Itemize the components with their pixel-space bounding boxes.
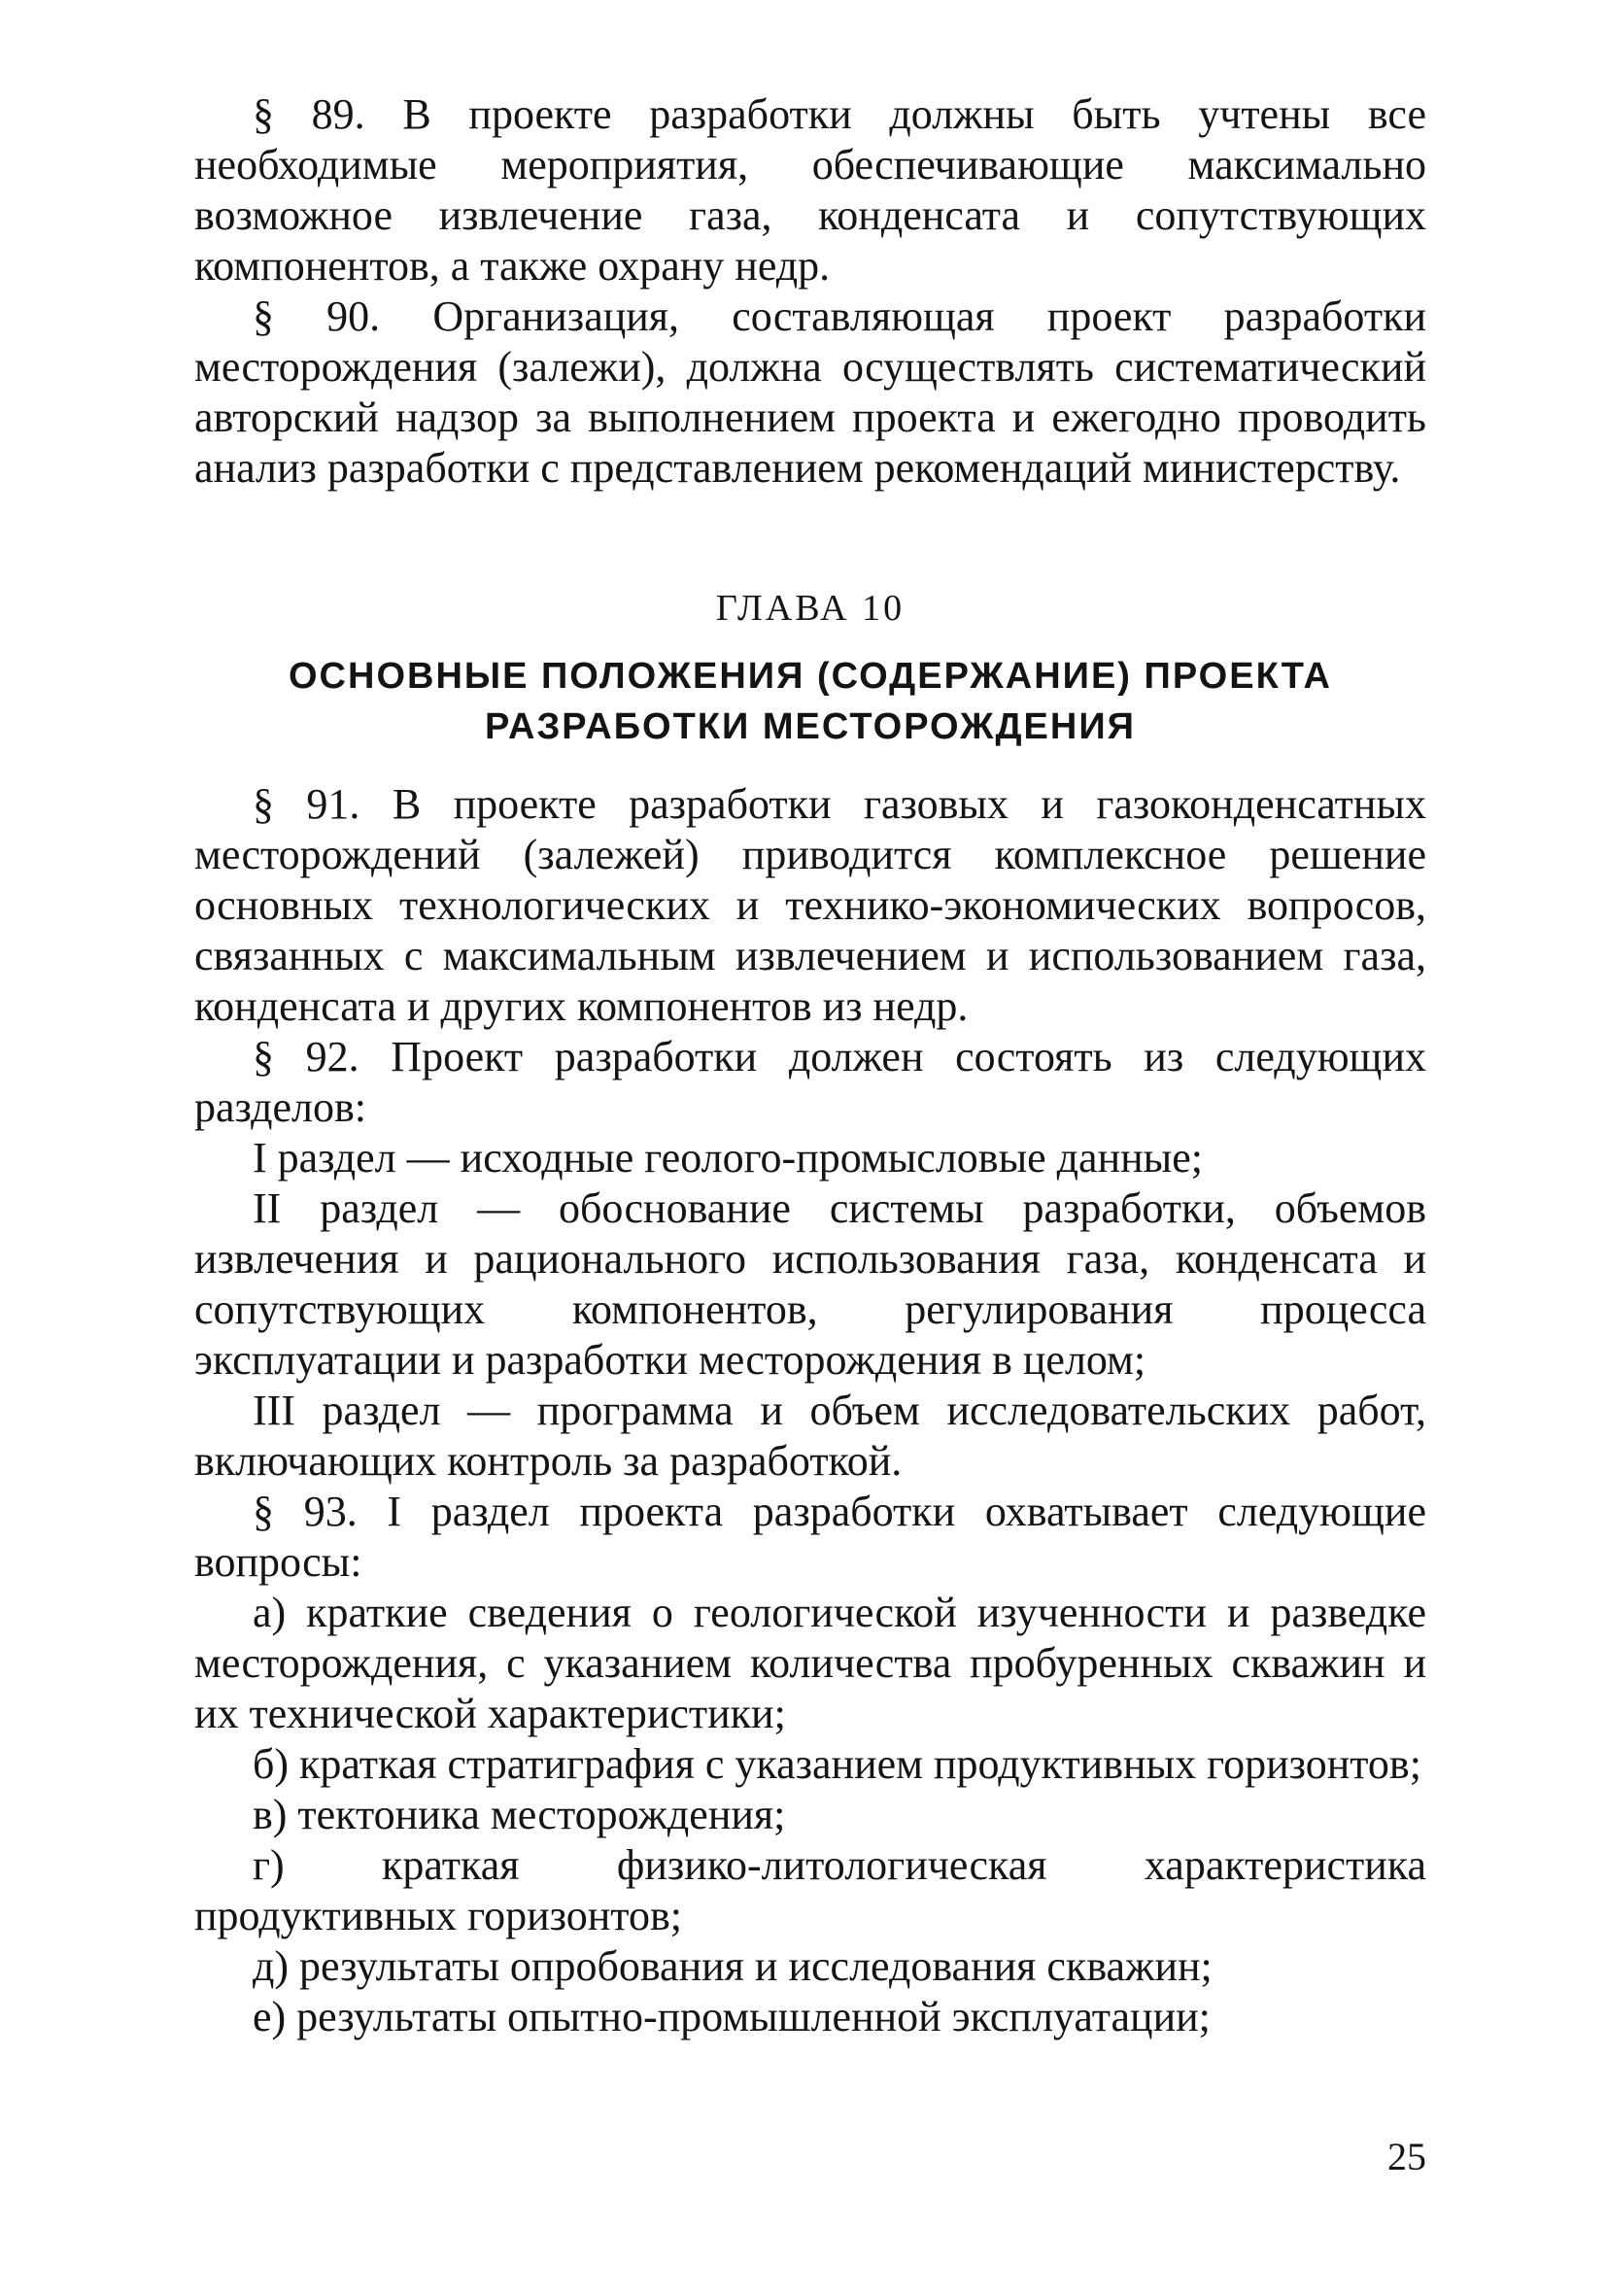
chapter-heading (194, 583, 1426, 752)
section-2-item: II раздел — обоснование системы разработки, объемов извлечения и рационального использования газа, конденсата и сопутствующих компонентов, регулирования процесса эксплуатации и разработки месторождения в целом; (194, 1184, 1426, 1384)
paragraph-89: § 89. В проекте разработки должны быть учтены все необходимые мероприятия, обеспечивающие максимально возможное извлечение газа, конденсата и сопутствующих компонентов, а также охрану недр. (194, 90, 1426, 290)
chapter-title: ОСНОВНЫЕ ПОЛОЖЕНИЯ (СОДЕРЖАНИЕ) ПРОЕКТА РАЗРАБОТКИ МЕСТОРОЖДЕНИЯ (289, 656, 1332, 747)
paragraph-91: § 91. В проекте разработки газовых и газоконденсатных месторождений (залежей) приводится комплексное решение основных технологических и технико-экономических вопросов, связанных с максимальным извлечением и использованием газа, конденсата и других компонентов из недр. (194, 780, 1426, 1030)
list-item-e: е) результаты опытно-промышленной эксплуатации; (253, 1993, 1211, 2040)
list-item-d: д) результаты опробования и исследования скважин; (253, 1942, 1213, 1990)
paragraph-90: § 90. Организация, составляющая проект разработки месторождения (залежи), должна осуществлять систематический авторский надзор за выполнением проекта и ежегодно проводить анализ разработки с представлением рекомендаций министерству. (194, 292, 1426, 492)
list-item-v: в) тектоника месторождения; (253, 1791, 786, 1838)
section-1-item: I раздел — исходные геолого-промысловые данные; (253, 1134, 1203, 1182)
list-item-a: а) краткие сведения о геологической изученности и разведке месторождения, с указанием количества пробуренных скважин и их технической характеристики; (194, 1589, 1426, 1737)
page-number: 25 (1387, 2135, 1426, 2178)
chapter-number: ГЛАВА 10 (715, 588, 906, 629)
paragraph-93: § 93. I раздел проекта разработки охватывает следующие вопросы: (194, 1488, 1426, 1586)
section-3-item: III раздел — программа и объем исследовательских работ, включающих контроль за разработкой. (194, 1387, 1426, 1485)
page-content (194, 89, 1426, 2042)
list-item-b: б) краткая стратиграфия с указанием продуктивных горизонтов; (253, 1740, 1421, 1788)
list-item-g: г) краткая физико-литологическая характеристика продуктивных горизонтов; (194, 1841, 1426, 1939)
paragraph-92: § 92. Проект разработки должен состоять из следующих разделов: (194, 1033, 1426, 1131)
